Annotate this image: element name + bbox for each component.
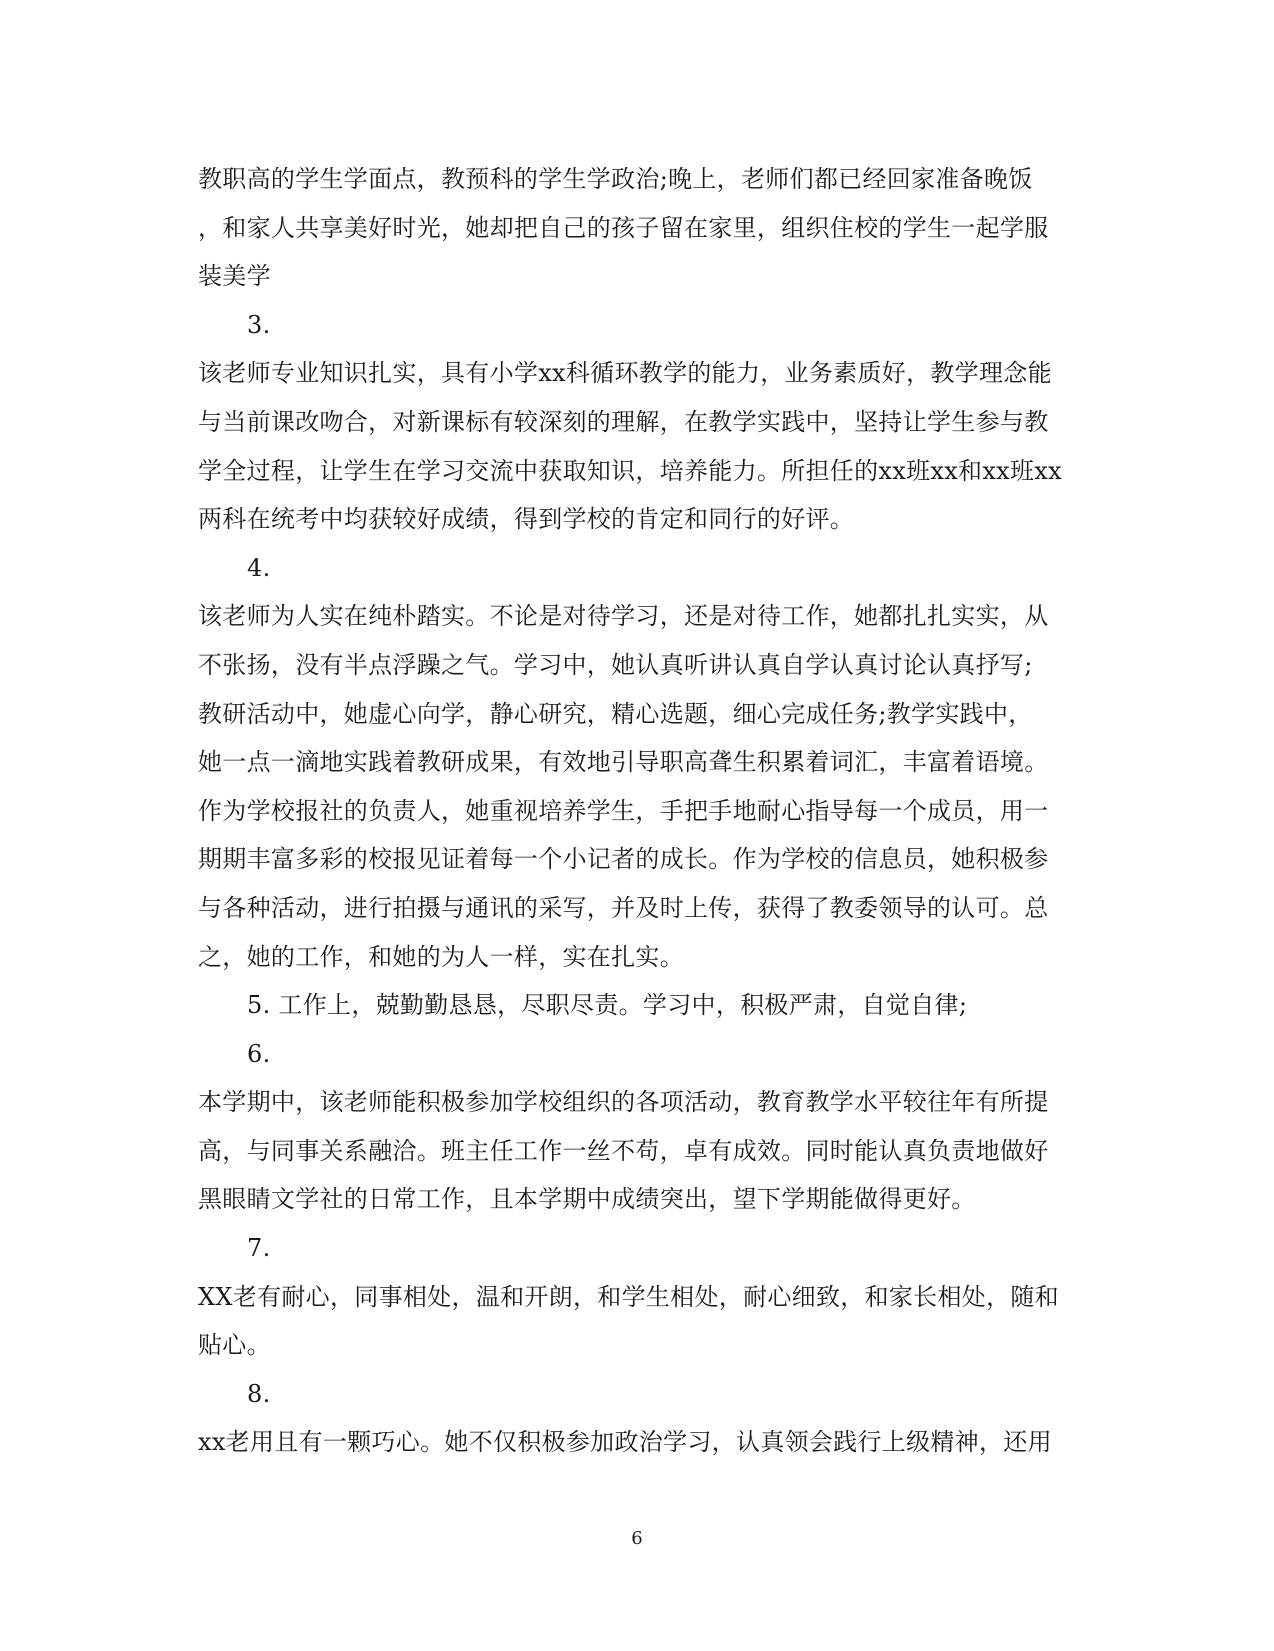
text-line: 黑眼睛文学社的日常工作，且本学期中成绩突出，望下学期能做得更好。	[198, 1185, 976, 1214]
text-line: 她一点一滴地实践着教研成果，有效地引导职高聋生积累着词汇，丰富着语境。	[198, 748, 1049, 777]
item-number: 6.	[247, 1039, 271, 1068]
text-line: ，和家人共享美好时光，她却把自己的孩子留在家里，组织住校的学生一起学服	[198, 213, 1049, 242]
body-text	[198, 155, 1078, 1467]
item-number: 3.	[247, 310, 271, 339]
text-line: 该老师为人实在纯朴踏实。不论是对待学习，还是对待工作，她都扎扎实实，从	[198, 602, 1049, 631]
text-line: 不张扬，没有半点浮躁之气。学习中，她认真听讲认真自学认真讨论认真抒写;	[198, 650, 1033, 679]
text-line: 装美学	[198, 262, 271, 291]
item-number: 4.	[247, 553, 271, 582]
text-line: 5. 工作上，兢勤勤恳恳，尽职尽责。学习中，积极严肃，自觉自律;	[247, 991, 968, 1020]
text-line: 作为学校报社的负责人，她重视培养学生，手把手地耐心指导每一个成员，用一	[198, 796, 1049, 825]
text-line: 期期丰富多彩的校报见证着每一个小记者的成长。作为学校的信息员，她积极参	[198, 845, 1049, 874]
item-number: 7.	[247, 1234, 271, 1263]
text-line: xx老用且有一颗巧心。她不仅积极参加政治学习，认真领会践行上级精神，还用	[198, 1428, 1052, 1457]
text-line: 与当前课改吻合，对新课标有较深刻的理解，在教学实践中，坚持让学生参与教	[198, 407, 1049, 436]
item-number: 8.	[247, 1379, 271, 1408]
text-line: 高，与同事关系融洽。班主任工作一丝不苟，卓有成效。同时能认真负责地做好	[198, 1136, 1049, 1165]
text-line: 之，她的工作，和她的为人一样，实在扎实。	[198, 942, 684, 971]
text-line: 教研活动中，她虚心向学，静心研究，精心选题，细心完成任务;教学实践中，	[198, 699, 1033, 728]
text-line: 与各种活动，进行拍摄与通讯的采写，并及时上传，获得了教委领导的认可。总	[198, 893, 1049, 922]
text-line: 本学期中，该老师能积极参加学校组织的各项活动，教育教学水平较往年有所提	[198, 1088, 1049, 1117]
page-number: 6	[631, 1528, 643, 1549]
text-line: 学全过程，让学生在学习交流中获取知识，培养能力。所担任的xx班xx和xx班xx	[198, 456, 1062, 485]
text-line: 该老师专业知识扎实，具有小学xx科循环教学的能力，业务素质好，教学理念能	[198, 359, 1052, 388]
text-line: 贴心。	[198, 1331, 271, 1360]
text-line: XX老有耐心，同事相处，温和开朗，和学生相处，耐心细致，和家长相处，随和	[198, 1282, 1059, 1311]
text-line: 两科在统考中均获较好成绩，得到学校的肯定和同行的好评。	[198, 505, 855, 534]
text-line: 教职高的学生学面点，教预科的学生学政治;晚上，老师们都已经回家准备晚饭	[198, 165, 1033, 193]
